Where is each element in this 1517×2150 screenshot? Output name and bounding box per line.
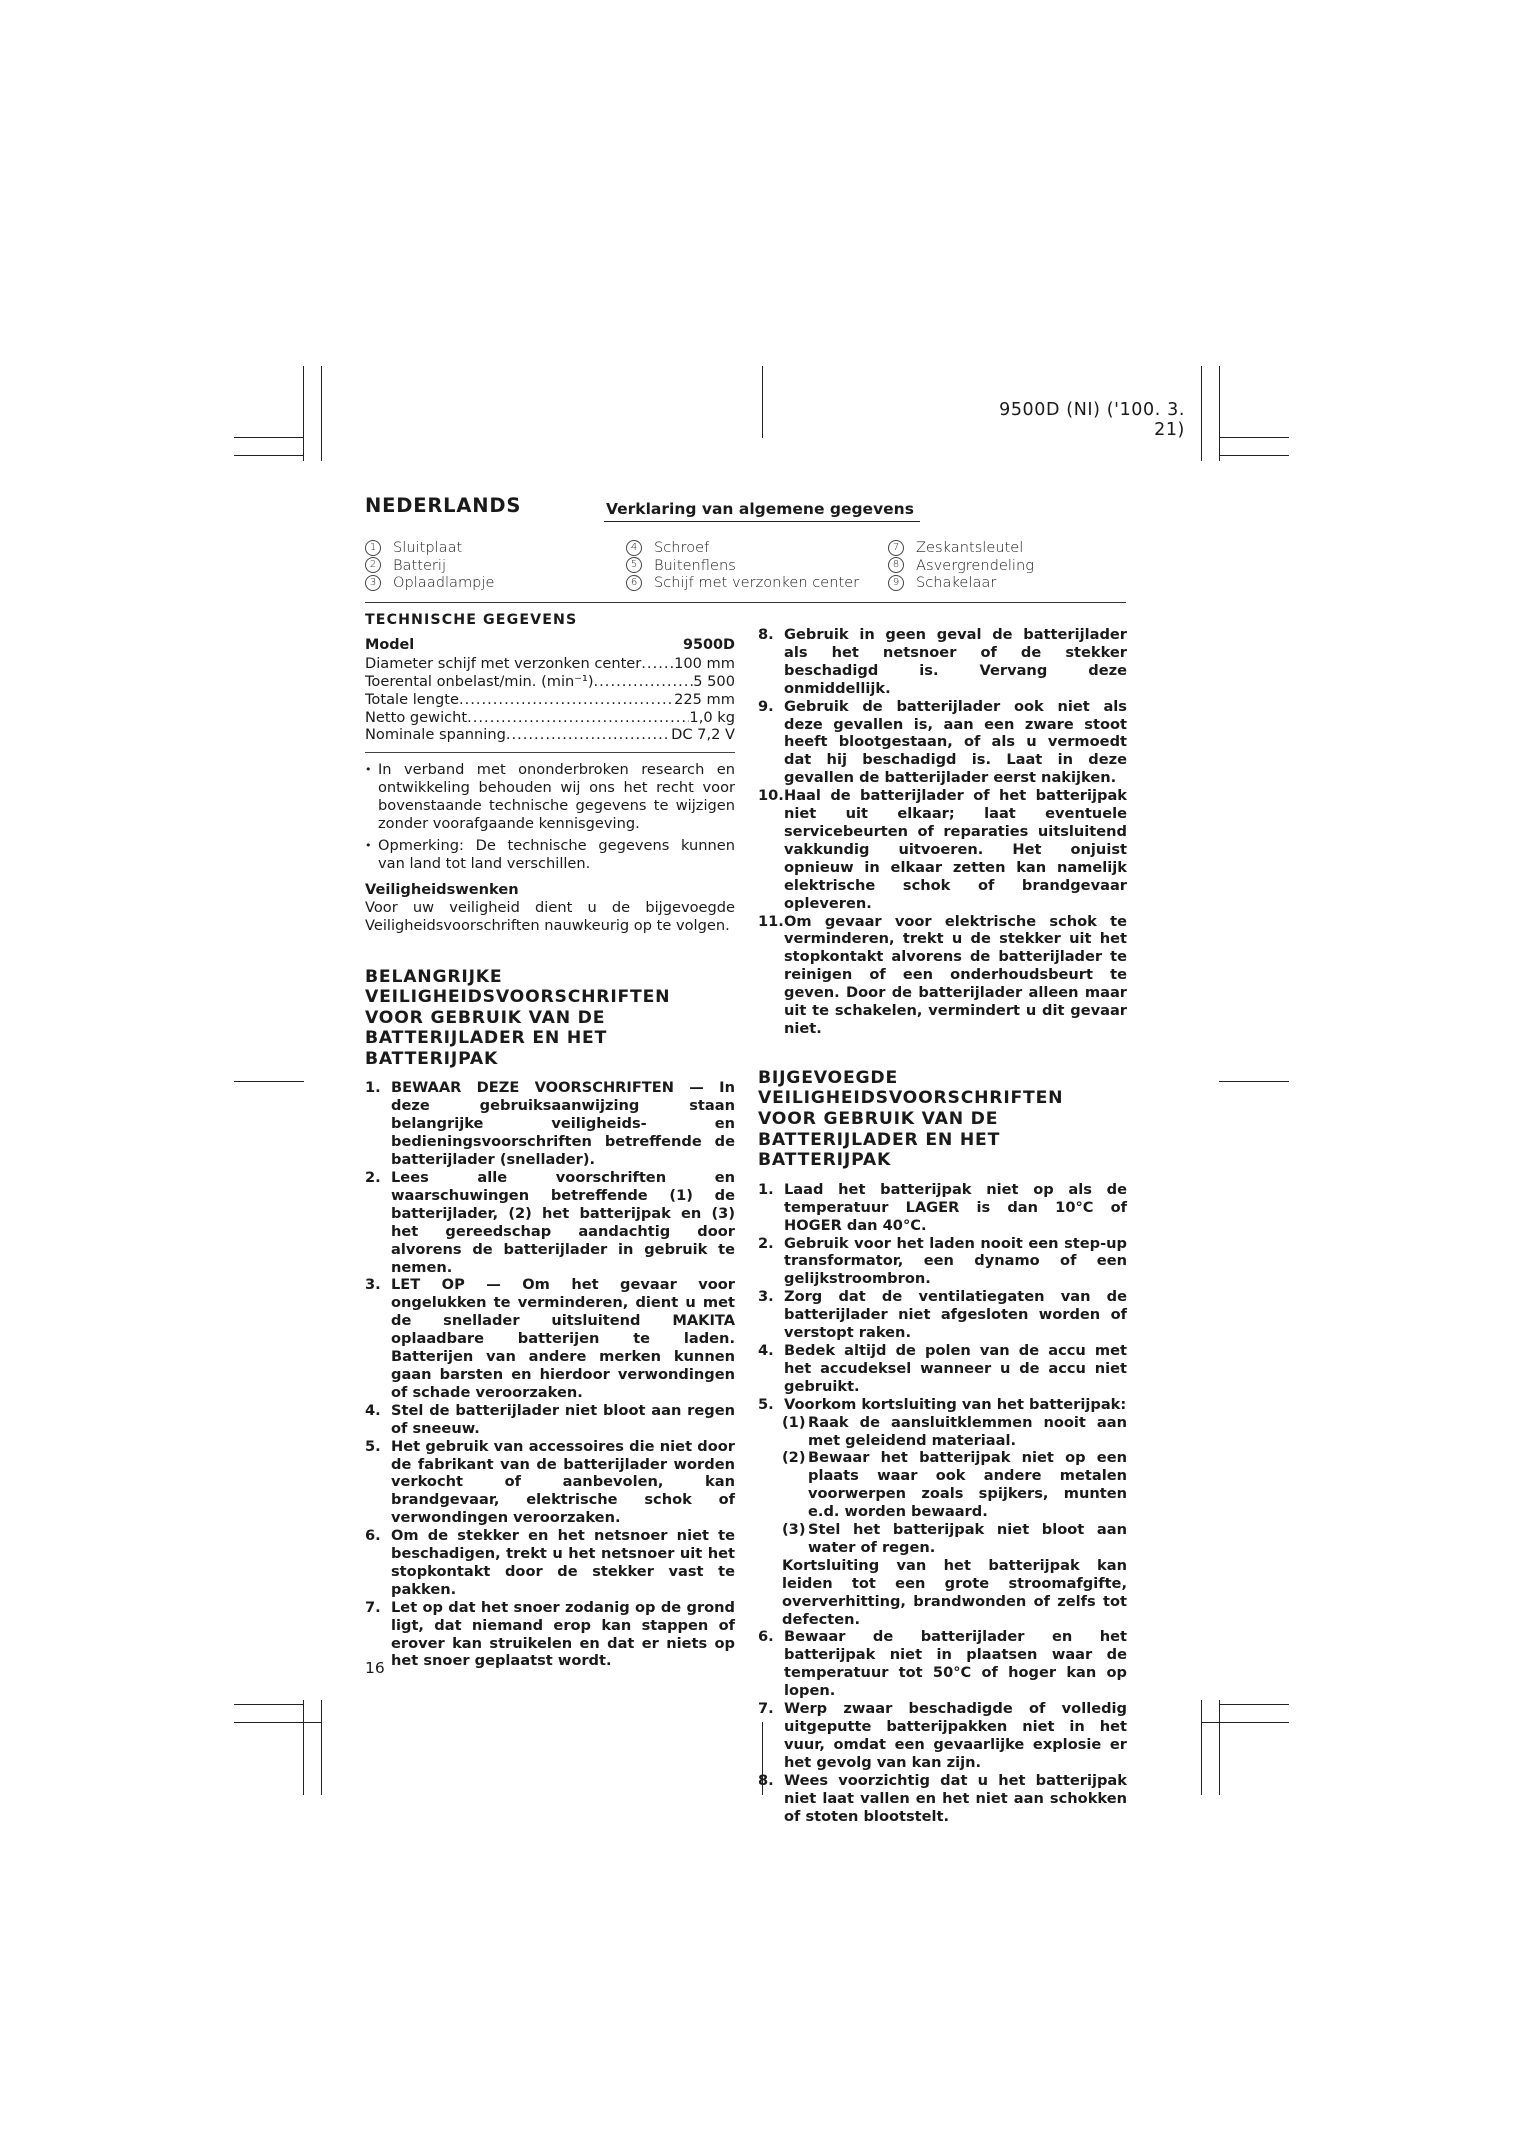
safety-text: Voor uw veiligheid dient u de bijgevoegde Veiligheidsvoorschriften nauwkeurig op te volgen. <box>365 898 735 934</box>
circled-number-icon: 8 <box>888 557 904 573</box>
legend-item <box>626 557 859 575</box>
list-item <box>365 1438 735 1528</box>
legend-item-label: Buitenflens <box>654 556 736 574</box>
item-number: 3. <box>758 1288 774 1306</box>
circled-number-icon: 3 <box>365 575 381 591</box>
legend-column <box>365 539 494 592</box>
list-item <box>758 1181 1127 1235</box>
crop-mark <box>303 1700 304 1795</box>
crop-mark <box>1201 1722 1289 1723</box>
spec-label: Toerental onbelast/min. (min⁻¹) <box>365 672 594 690</box>
list-item <box>365 1599 735 1671</box>
item-text: Het gebruik van accessoires die niet door de fabrikant van de batterijlader worden verkocht of aanbevolen, kan brandgevaar, elektrische schok of verwondingen veroorzaken. <box>391 1437 735 1527</box>
item-number: 2. <box>758 1234 774 1252</box>
spec-model-row <box>365 637 735 655</box>
left-column <box>365 612 735 1670</box>
circled-number-icon: 6 <box>626 575 642 591</box>
list-item <box>758 1396 1127 1414</box>
item-text: BEWAAR DEZE VOORSCHRIFTEN — In deze gebruiksaanwijzing staan belangrijke veiligheids- en bedieningsvoorschriften betreffende de batterijlader (snellader). <box>391 1079 735 1169</box>
list-item <box>758 1288 1127 1342</box>
battery-rules-list <box>758 1181 1127 1826</box>
spec-note-text: In verband met ononderbroken research en ontwikkeling behouden wij ons het recht voor bovenstaande technische gegevens te wijzigen zonder voorafgaande kennisgeving. <box>378 761 735 833</box>
legend-item <box>365 539 494 557</box>
item-number: 2. <box>365 1169 381 1186</box>
item-number: 4. <box>365 1401 381 1419</box>
spec-label: Nominale spanning <box>365 726 506 744</box>
circled-number-icon: 4 <box>626 540 642 556</box>
crop-mark <box>234 1704 304 1705</box>
legend-item-label: Zeskantsleutel <box>916 539 1024 556</box>
circled-number-icon: 2 <box>365 557 381 573</box>
legend-item <box>626 574 859 592</box>
list-item <box>365 1276 735 1401</box>
item-number: 6. <box>758 1628 774 1646</box>
legend-item <box>888 557 1034 575</box>
legend-item-label: Oplaadlampje <box>393 574 495 592</box>
crop-mark <box>321 366 322 461</box>
spec-row <box>365 709 735 727</box>
spec-value: 1,0 kg <box>689 708 735 726</box>
legend-item <box>888 539 1034 557</box>
spec-label: Totale lengte <box>365 690 459 708</box>
legend-item-label: Sluitplaat <box>393 539 463 556</box>
item-text: Voorkom kortsluiting van het batterijpak: <box>784 1395 1127 1413</box>
divider <box>365 752 735 753</box>
item-number: 9. <box>758 697 774 715</box>
crop-mark <box>321 1700 322 1795</box>
crop-mark <box>234 1722 322 1723</box>
legend-item-label: Batterij <box>393 556 447 574</box>
sub-list-item <box>758 1414 1127 1450</box>
spec-value: DC 7,2 V <box>671 726 735 744</box>
crop-mark <box>234 437 304 438</box>
item-number: 10. <box>758 787 784 805</box>
battery-rules-title: BIJGEVOEGDE VEILIGHEIDSVOORSCHRIFTEN VOOR GEBRUIK VAN DE BATTERIJLADER EN HET BATTERIJPAK <box>758 1067 1064 1171</box>
bullet-icon: • <box>365 763 372 777</box>
crop-mark <box>1219 1704 1289 1705</box>
list-item <box>365 1079 735 1169</box>
item-number: (2) <box>782 1449 806 1467</box>
crop-mark <box>1219 455 1289 456</box>
list-item <box>758 1772 1127 1826</box>
spec-model-label: Model <box>365 636 415 653</box>
crop-mark <box>1219 1700 1220 1795</box>
legend-item-label: Schakelaar <box>916 574 997 592</box>
language-title: NEDERLANDS <box>365 494 522 517</box>
item-text: Haal de batterijlader of het batterijpak niet uit elkaar; laat eventuele servicebeurten of reparaties uitsluitend vakkundig uitvoeren. Het onjuist opnieuw in elkaar zetten kan namelijk elektrische schok of brandgevaar opleveren. <box>784 787 1127 912</box>
legend-column <box>626 539 859 592</box>
legend-item-label: Schroef <box>654 539 710 556</box>
list-item <box>365 1527 735 1599</box>
item-text: Om de stekker en het netsnoer niet te beschadigen, trekt u het netsnoer uit het stopkontakt door de stekker vast te pakken. <box>391 1527 735 1598</box>
item-text: Stel de batterijlader niet bloot aan regen of sneeuw. <box>391 1401 735 1437</box>
item-text: Zorg dat de ventilatiegaten van de batterijlader niet afgesloten worden of verstopt raken. <box>784 1288 1127 1342</box>
circled-number-icon: 7 <box>888 540 904 556</box>
spec-label: Netto gewicht <box>365 708 468 726</box>
legend-item <box>888 574 1034 592</box>
item-text: Om gevaar voor elektrische schok te verminderen, trekt u de stekker uit het stopkontakt alvorens de batterijlader te reinigen of een onderhoudsbeurt te geven. Door de batterijlader alleen maar uit te schakelen, vermindert u dit gevaar niet. <box>784 912 1127 1037</box>
list-item <box>365 1402 735 1438</box>
specs-title: TECHNISCHE GEGEVENS <box>365 612 578 628</box>
crop-mark <box>762 366 763 438</box>
item-number: 1. <box>365 1079 381 1097</box>
divider <box>365 602 1126 603</box>
item-text: Lees alle voorschriften en waarschuwingen betreffende (1) de batterijlader, (2) het batterijpak en (3) het gereedschap aandachtig door alvorens de batterijlader in gebruik te nemen. <box>391 1169 735 1276</box>
list-item <box>758 698 1127 788</box>
bullet-icon: • <box>365 838 372 852</box>
spec-row <box>365 691 735 709</box>
legend-item-label: Asvergrendeling <box>916 556 1034 574</box>
item-number: 5. <box>365 1437 381 1455</box>
spec-note <box>365 761 735 833</box>
item-number: 7. <box>758 1700 774 1718</box>
item-number: 8. <box>758 626 774 643</box>
document-code: 9500D (NI) ('100. 3. 21) <box>999 400 1185 440</box>
item-number: 4. <box>758 1341 774 1359</box>
spec-model-value: 9500D <box>683 636 735 653</box>
charger-rules-title: BELANGRIJKE VEILIGHEIDSVOORSCHRIFTEN VOOR GEBRUIK VAN DE BATTERIJLADER EN HET BATTERIJPAK <box>365 966 671 1069</box>
page-number: 16 <box>365 1659 385 1677</box>
right-column <box>758 626 1127 1825</box>
circled-number-icon: 1 <box>365 540 381 556</box>
spec-value: 5 500 <box>693 672 735 690</box>
spec-note <box>365 837 735 873</box>
list-item <box>758 1700 1127 1772</box>
item-text: Bedek altijd de polen van de accu met het accudeksel wanneer u de accu niet gebruikt. <box>784 1341 1127 1395</box>
list-item <box>758 1628 1127 1700</box>
spec-row <box>365 673 735 691</box>
item-text: LET OP — Om het gevaar voor ongelukken te verminderen, dient u met de snellader uitsluitend MAKITA oplaadbare batterijen te laden. Batterijen van andere merken kunnen gaan barsten en hierdoor verwondingen of schade veroorzaken. <box>391 1276 735 1401</box>
circled-number-icon: 9 <box>888 575 904 591</box>
crop-mark <box>234 455 304 456</box>
crop-mark <box>234 1081 304 1082</box>
item-number: 5. <box>758 1395 774 1413</box>
spec-label: Diameter schijf met verzonken center <box>365 654 642 672</box>
sub-list-item <box>758 1521 1127 1557</box>
item-number: 7. <box>365 1598 381 1616</box>
item-number: 11. <box>758 912 784 930</box>
crop-mark <box>1201 1700 1202 1795</box>
crop-mark <box>1219 1081 1289 1082</box>
item-number: 8. <box>758 1771 774 1789</box>
charger-rules-list <box>365 1079 735 1670</box>
legend-item <box>626 539 859 557</box>
item-text: Let op dat het snoer zodanig op de grond ligt, dat niemand erop kan stappen of erover kan struikelen en dat er niets op het snoer geplaatst wordt. <box>391 1598 735 1670</box>
list-item <box>758 787 1127 912</box>
item-text: Werp zwaar beschadigde of volledig uitgeputte batterijpakken niet in het vuur, omdat een gevaarlijke explosie er het gevolg van kan zijn. <box>784 1700 1127 1771</box>
item-number: (3) <box>782 1521 806 1539</box>
item-number: 6. <box>365 1527 381 1545</box>
list-item <box>758 1235 1127 1289</box>
spec-value: 100 mm <box>674 654 735 672</box>
spec-value: 225 mm <box>674 690 735 708</box>
crop-mark <box>1201 366 1202 461</box>
item-text: Stel het batterijpak niet bloot aan water of regen. <box>808 1521 1127 1556</box>
legend-item <box>365 574 494 592</box>
continuation-text: Kortsluiting van het batterijpak kan leiden tot een grote stroomafgifte, oververhitting, brandwonden of zelfs tot defecten. <box>782 1556 1127 1628</box>
item-number: 3. <box>365 1276 381 1294</box>
item-text: Gebruik voor het laden nooit een step-up transformator, een dynamo of een gelijkstroombron. <box>784 1234 1127 1288</box>
item-text: Bewaar het batterijpak niet op een plaats waar ook andere metalen voorwerpen zoals spijkers, munten e.d. worden bewaard. <box>808 1449 1127 1521</box>
sub-list-item <box>758 1449 1127 1521</box>
item-text: Bewaar de batterijlader en het batterijpak niet in plaatsen waar de temperatuur tot 50°C of hoger kan op lopen. <box>784 1628 1127 1700</box>
crop-mark <box>303 366 304 461</box>
item-text: Raak de aansluitklemmen nooit aan met geleidend materiaal. <box>808 1413 1127 1449</box>
spec-row <box>365 726 735 744</box>
item-number: 1. <box>758 1180 774 1198</box>
item-text: Gebruik de batterijlader ook niet als deze gevallen is, aan een zware stoot heeft blootgestaan, of als u vermoedt dat hij beschadigd is. Laat in deze gevallen de batterijlader eerst nakijken. <box>784 697 1127 787</box>
item-text: Laad het batterijpak niet op als de temperatuur LAGER is dan 10°C of HOGER dan 40°C. <box>784 1180 1127 1234</box>
item-number: (1) <box>782 1413 806 1431</box>
charger-rules-list-continued <box>758 626 1127 1038</box>
item-text: Wees voorzichtig dat u het batterijpak niet laat vallen en het niet aan schokken of stoten blootstelt. <box>784 1771 1127 1825</box>
spec-note-text: Opmerking: De technische gegevens kunnen van land tot land verschillen. <box>378 836 735 872</box>
item-text: Gebruik in geen geval de batterijlader als het netsnoer of de stekker beschadigd is. Vervang deze onmiddellijk. <box>784 626 1127 697</box>
legend-column <box>888 539 1034 592</box>
legend-title: Verklaring van algemene gegevens <box>604 500 920 522</box>
list-item <box>758 1342 1127 1396</box>
legend-item <box>365 557 494 575</box>
circled-number-icon: 5 <box>626 557 642 573</box>
safety-title: Veiligheidswenken <box>365 880 519 898</box>
list-item <box>758 913 1127 1038</box>
list-item <box>365 1169 735 1276</box>
legend-item-label: Schijf met verzonken center <box>654 574 860 592</box>
crop-mark <box>1219 437 1289 438</box>
list-item <box>758 626 1127 698</box>
spec-row <box>365 655 735 673</box>
crop-mark <box>1219 366 1220 461</box>
